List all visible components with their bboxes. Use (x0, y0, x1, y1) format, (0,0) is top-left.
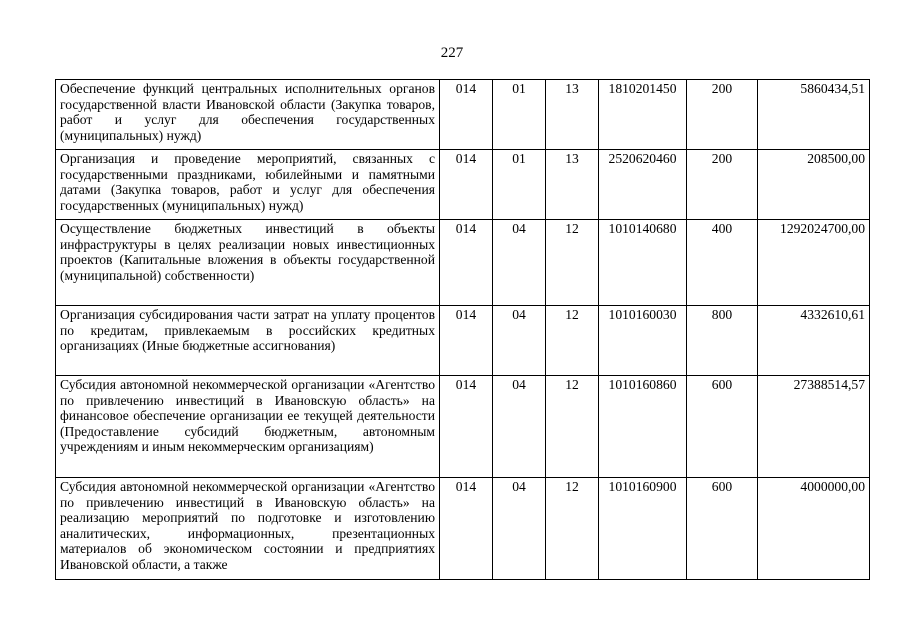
page-number: 227 (440, 45, 464, 61)
row-description: Субсидия автономной некоммерческой организации «Агентство по привлечению инвестиций в Ивановскую область» на реализацию мероприятий по подготовке и изготовлению аналитических, информационных, презентационных материалов об экономическом состоянии и предприятиях Ивановской области, а также (56, 478, 440, 580)
table-row (56, 478, 870, 580)
amount-value: 4332610,61 (758, 306, 870, 376)
row-description: Организация субсидирования части затрат на уплату процентов по кредитам, привлекаемым в российских кредитных организациях (Иные бюджетные ассигнования) (56, 306, 440, 376)
subsection-code: 12 (546, 478, 599, 580)
row-description: Субсидия автономной некоммерческой организации «Агентство по привлечению инвестиций в Ивановскую область» на финансовое обеспечение организации ее текущей деятельности (Предоставление субсидий бюджетным, автономным учреждениям и иным некоммерческим организациям) (56, 376, 440, 478)
ministry-code: 014 (440, 478, 493, 580)
table-row (56, 150, 870, 220)
row-description: Организация и проведение мероприятий, связанных с государственными праздниками, юбилейными и памятными датами (Закупка товаров, работ и услуг для обеспечения государственных (муниципальных) нужд) (56, 150, 440, 220)
amount-value: 1292024700,00 (758, 220, 870, 306)
table-row (56, 80, 870, 150)
expense-type-code: 200 (687, 150, 758, 220)
target-article-code: 1010140680 (599, 220, 687, 306)
budget-table (55, 79, 870, 580)
target-article-code: 1010160900 (599, 478, 687, 580)
expense-type-code: 400 (687, 220, 758, 306)
amount-value: 4000000,00 (758, 478, 870, 580)
expense-type-code: 600 (687, 478, 758, 580)
subsection-code: 12 (546, 220, 599, 306)
target-article-code: 1010160030 (599, 306, 687, 376)
table-row (56, 220, 870, 306)
row-description: Осуществление бюджетных инвестиций в объекты инфраструктуры в целях реализации новых инвестиционных проектов (Капитальные вложения в объекты государственной (муниципальной) собственности) (56, 220, 440, 306)
subsection-code: 13 (546, 150, 599, 220)
target-article-code: 1810201450 (599, 80, 687, 150)
expense-type-code: 200 (687, 80, 758, 150)
ministry-code: 014 (440, 306, 493, 376)
amount-value: 27388514,57 (758, 376, 870, 478)
row-description: Обеспечение функций центральных исполнительных органов государственной власти Ивановской области (Закупка товаров, работ и услуг для обеспечения государственных (муниципальных) нужд) (56, 80, 440, 150)
ministry-code: 014 (440, 150, 493, 220)
amount-value: 208500,00 (758, 150, 870, 220)
section-code: 04 (493, 220, 546, 306)
subsection-code: 13 (546, 80, 599, 150)
subsection-code: 12 (546, 306, 599, 376)
ministry-code: 014 (440, 220, 493, 306)
section-code: 04 (493, 376, 546, 478)
ministry-code: 014 (440, 80, 493, 150)
target-article-code: 1010160860 (599, 376, 687, 478)
section-code: 01 (493, 150, 546, 220)
ministry-code: 014 (440, 376, 493, 478)
section-code: 01 (493, 80, 546, 150)
target-article-code: 2520620460 (599, 150, 687, 220)
table-row (56, 376, 870, 478)
subsection-code: 12 (546, 376, 599, 478)
amount-value: 5860434,51 (758, 80, 870, 150)
expense-type-code: 800 (687, 306, 758, 376)
expense-type-code: 600 (687, 376, 758, 478)
section-code: 04 (493, 306, 546, 376)
table-row (56, 306, 870, 376)
section-code: 04 (493, 478, 546, 580)
